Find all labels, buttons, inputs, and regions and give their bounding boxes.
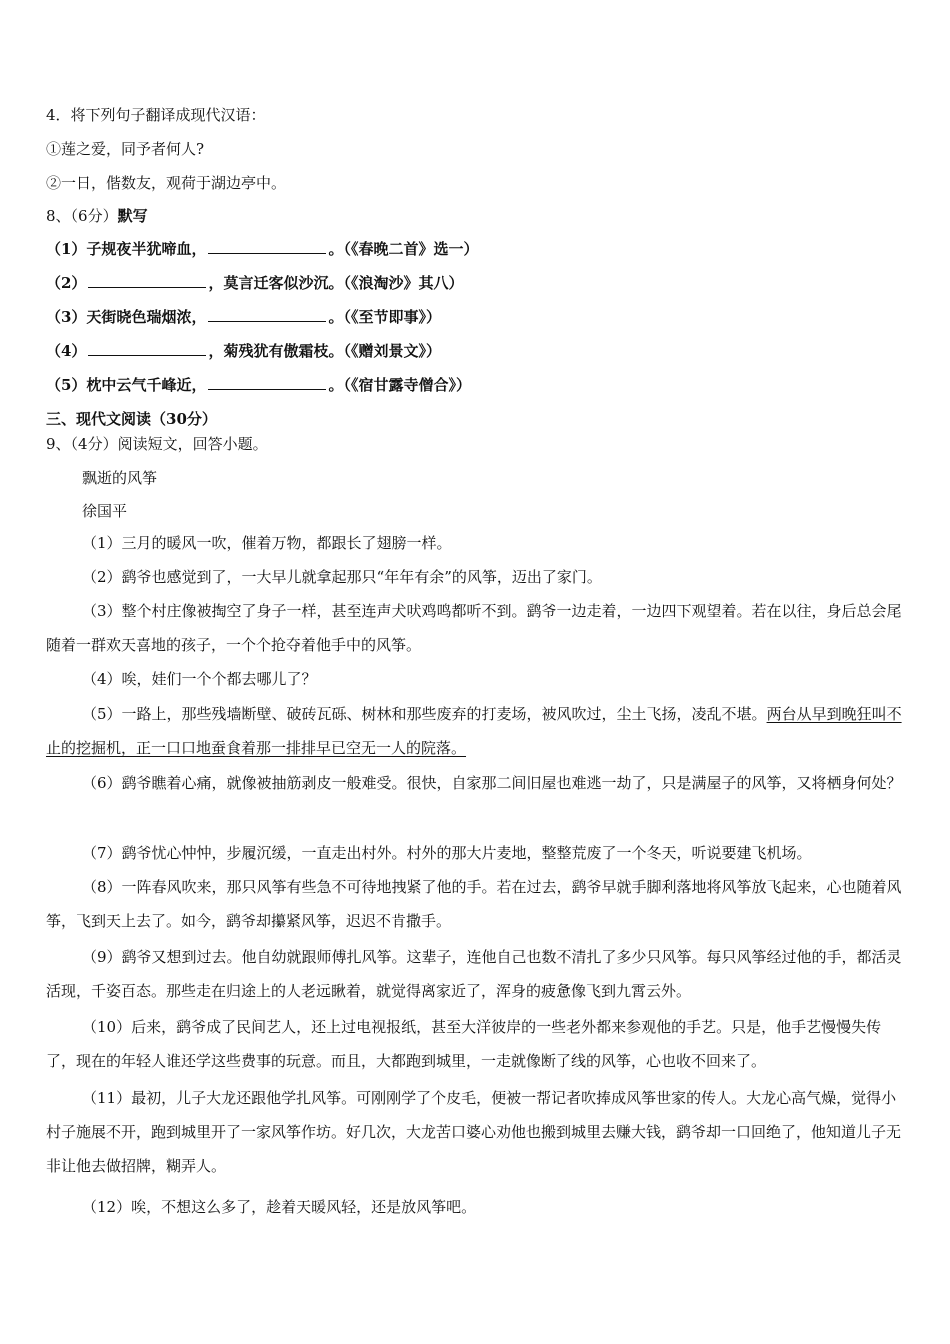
q8-item-2 <box>46 272 463 293</box>
paragraph-4: （4）唉，娃们一个个都去哪儿了？ <box>82 670 317 688</box>
answer-blank-3[interactable] <box>208 307 326 322</box>
q8-item-1 <box>46 238 478 259</box>
q8-heading <box>46 205 148 226</box>
q8-item-2-post: ，莫言迁客似沙沉。（《浪淘沙》其八） <box>208 274 464 292</box>
paragraph-12: （12）唉，不想这么多了，趁着天暖风轻，还是放风筝吧。 <box>82 1198 477 1216</box>
article-author: 徐国平 <box>82 502 128 520</box>
paragraph-11: （11）最初，儿子大龙还跟他学扎风筝。可刚刚学了个皮毛，便被一帮记者吹捧成风筝世家的传人。大龙心高气燥，觉得小村子施展不开，跑到城里开了一家风筝作坊。好几次，大龙苦口婆心劝他也搬到城里去赚大钱，鹞爷却一口回绝了，他知道儿子无非让他去做招牌，糊弄人。 <box>46 1089 902 1175</box>
paragraph-5: （5）一路上，那些残墙断壁、破砖瓦砾、树林和那些废弃的打麦场，被风吹过，尘土飞扬，凌乱不堪。两台从早到晚狂叫不止的挖掘机，正一口口地蚕食着那一排排早已空无一人的院落。 <box>46 705 902 757</box>
q8-item-1-pre: （1）子规夜半犹啼血， <box>46 240 207 258</box>
answer-blank-5[interactable] <box>208 375 326 390</box>
q4-title: 4．将下列句子翻译成现代汉语： <box>46 106 266 124</box>
section-3-heading: 三、现代文阅读（30分） <box>46 410 217 428</box>
q8-number: 8、（6分） <box>46 207 118 225</box>
q8-item-5 <box>46 374 471 395</box>
answer-blank-4[interactable] <box>88 341 206 356</box>
paragraph-8: （8）一阵春风吹来，那只风筝有些急不可待地拽紧了他的手。若在过去，鹞爷早就手脚利落地将风筝放飞起来，心也随着风筝，飞到天上去了。如今，鹞爷却攥紧风筝，迟迟不肯撒手。 <box>46 878 902 930</box>
q8-item-2-pre: （2） <box>46 274 87 292</box>
q9-title: 9、（4分）阅读短文，回答小题。 <box>46 435 268 453</box>
q8-item-3 <box>46 306 441 327</box>
q8-title: 默写 <box>117 207 148 225</box>
q4-sentence-1: ①莲之爱，同予者何人? <box>46 140 205 158</box>
paragraph-6: （6）鹞爷瞧着心痛，就像被抽筋剥皮一般难受。很快，自家那二间旧屋也难逃一劫了，只是满屋子的风筝，又将栖身何处？ <box>82 774 902 792</box>
q8-item-5-post: 。（《宿甘露寺僧合》） <box>328 376 471 394</box>
q8-item-4 <box>46 340 441 361</box>
underlined-sentence: 两台从早到晚狂叫不止的挖掘机，正一口口地蚕食着那一排排早已空无一人的院落。 <box>46 705 902 757</box>
paragraph-10: （10）后来，鹞爷成了民间艺人，还上过电视报纸，甚至大洋彼岸的一些老外都来参观他的手艺。只是，他手艺慢慢失传了，现在的年轻人谁还学这些费事的玩意。而且，大都跑到城里，一走就像断了线的风筝，心也收不回来了。 <box>46 1018 882 1070</box>
paragraph-7: （7）鹞爷忧心忡忡，步履沉缓，一直走出村外。村外的那大片麦地，整整荒废了一个冬天，听说要建飞机场。 <box>82 844 812 862</box>
answer-blank-2[interactable] <box>88 273 206 288</box>
q8-item-5-pre: （5）枕中云气千峰近， <box>46 376 207 394</box>
article-title: 飘逝的风筝 <box>82 469 158 487</box>
q8-item-3-post: 。（《至节即事》） <box>328 308 441 326</box>
paragraph-1: （1）三月的暖风一吹，催着万物，都跟长了翅膀一样。 <box>82 534 452 552</box>
q8-item-4-pre: （4） <box>46 342 87 360</box>
q4-sentence-2: ②一日，偕数友，观荷于湖边亭中。 <box>46 174 287 192</box>
q8-item-3-pre: （3）天街晓色瑞烟浓， <box>46 308 207 326</box>
q8-item-4-post: ，菊残犹有傲霜枝。（《赠刘景文》） <box>208 342 441 360</box>
answer-blank-1[interactable] <box>208 239 326 254</box>
paragraph-9: （9）鹞爷又想到过去。他自幼就跟师傅扎风筝。这辈子，连他自己也数不清扎了多少只风筝。每只风筝经过他的手，都活灵活现，千姿百态。那些走在归途上的人老远瞅着，就觉得离家近了，浑身的疲惫像飞到九霄云外。 <box>46 948 902 1000</box>
paragraph-3: （3）整个村庄像被掏空了身子一样，甚至连声犬吠鸡鸣都听不到。鹞爷一边走着，一边四下观望着。若在以往，身后总会尾随着一群欢天喜地的孩子，一个个抢夺着他手中的风筝。 <box>46 602 902 654</box>
q8-item-1-post: 。（《春晚二首》选一） <box>328 240 479 258</box>
paragraph-2: （2）鹞爷也感觉到了，一大早儿就拿起那只“年年有余”的风筝，迈出了家门。 <box>82 568 602 586</box>
